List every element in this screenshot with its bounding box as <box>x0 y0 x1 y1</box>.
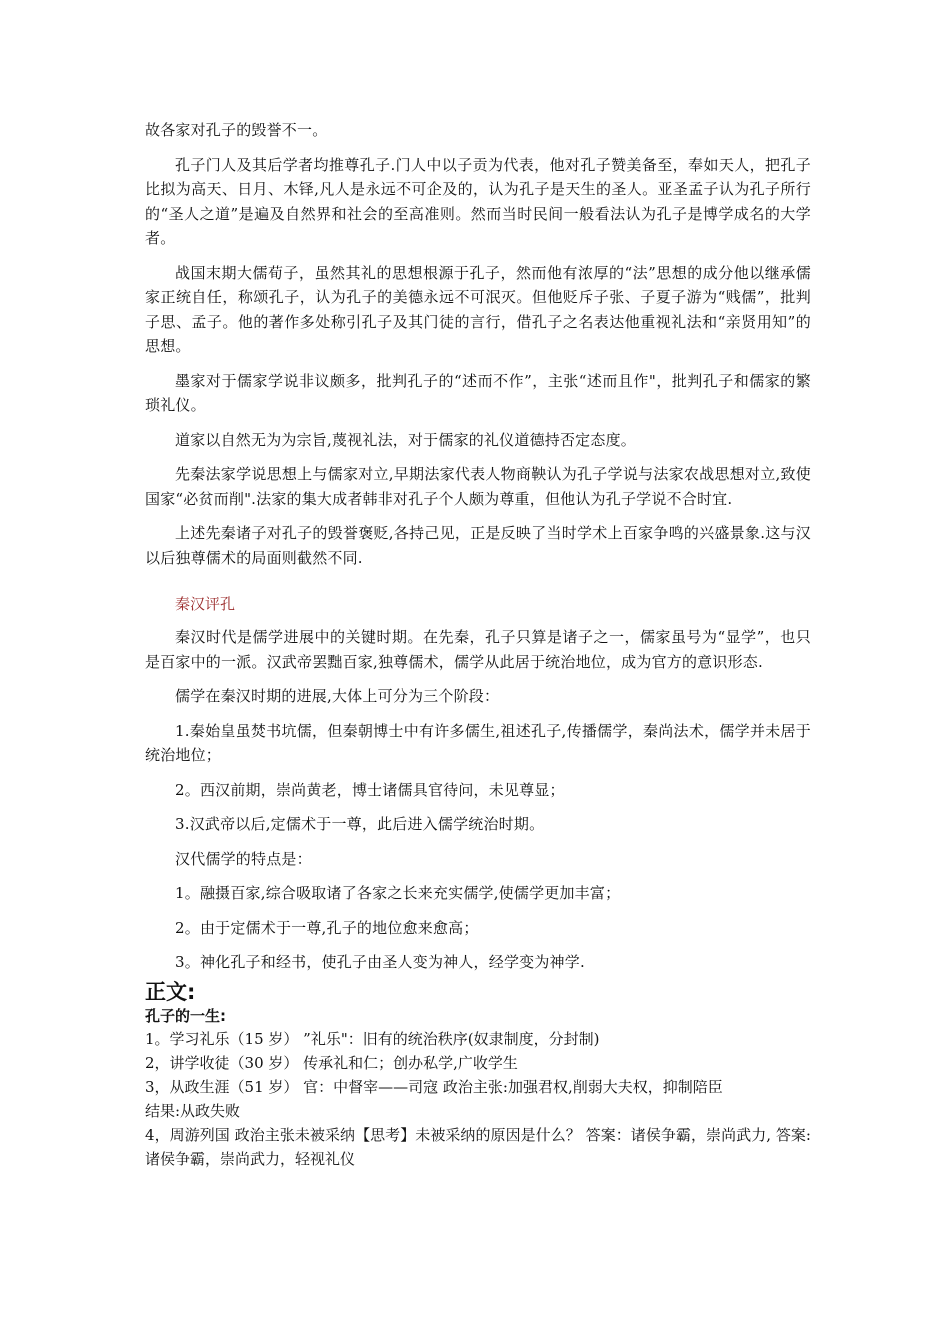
paragraph: 战国末期大儒荀子，虽然其礼的思想根源于孔子，然而他有浓厚的“法”思想的成分他以继承儒家正统自任，称颂孔子，认为孔子的美德永远不可泯灭。但他贬斥子张、子夏子游为“贱儒”，批判子思、孟子。他的著作多处称引孔子及其门徒的言行，借孔子之名表达他重视礼法和“亲贤用知”的思想。 <box>145 263 811 355</box>
main-heading: 正文: <box>145 979 196 1004</box>
life-line: 3，从政生涯（51 岁） 官：中督宰——司寇 政治主张:加强君权,削弱大夫权，抑制陪臣 <box>145 1077 723 1096</box>
paragraph: 1.秦始皇虽焚书坑儒，但秦朝博士中有许多儒生,祖述孔子,传播儒学，秦尚法术，儒学并未居于统治地位； <box>145 721 811 764</box>
life-line: 结果:从政失败 <box>145 1101 241 1120</box>
paragraph: 1。融摄百家,综合吸取诸了各家之长来充实儒学,使儒学更加丰富； <box>175 884 621 902</box>
paragraph: 汉代儒学的特点是： <box>175 849 312 868</box>
life-line: 4，周游列国 政治主张未被采纳【思考】未被采纳的原因是什么？ 答案：诸侯争霸，崇尚武力, 答案:诸侯争霸，崇尚武力，轻视礼仪 <box>145 1125 811 1168</box>
life-line: 2，讲学收徒（30 岁） 传承礼和仁；创办私学,广收学生 <box>145 1053 518 1072</box>
paragraph: 道家以自然无为为宗旨,蔑视礼法，对于儒家的礼仪道德持否定态度。 <box>175 430 636 449</box>
sub-heading: 孔子的一生: <box>145 1006 226 1025</box>
paragraph: 3.汉武帝以后,定儒术于一尊，此后进入儒学统治时期。 <box>175 815 545 833</box>
paragraph: 儒学在秦汉时期的进展,大体上可分为三个阶段： <box>175 687 500 705</box>
paragraph: 秦汉时代是儒学进展中的关键时期。在先秦，孔子只算是诸子之一，儒家虽号为“显学”，也只是百家中的一派。汉武帝罢黜百家,独尊儒术，儒学从此居于统治地位，成为官方的意识形态. <box>145 628 811 671</box>
paragraph: 上述先秦诸子对孔子的毁誉褒贬,各持己见，正是反映了当时学术上百家争鸣的兴盛景象.这与汉以后独尊儒术的局面则截然不同. <box>145 524 811 567</box>
paragraph: 故各家对孔子的毁誉不一。 <box>145 121 328 139</box>
paragraph: 2。西汉前期，崇尚黄老，博士诸儒具官待问，未见尊显； <box>175 780 565 799</box>
paragraph: 3。神化孔子和经书，使孔子由圣人变为神人，经学变为神学. <box>175 953 585 971</box>
section-title: 秦汉评孔 <box>175 595 236 613</box>
paragraph: 先秦法家学说思想上与儒家对立,早期法家代表人物商鞅认为孔子学说与法家农战思想对立,致使国家“必贫而削".法家的集大成者韩非对孔子个人颇为尊重，但他认为孔子学说不合时宜. <box>145 465 811 508</box>
life-line: 1。学习礼乐（15 岁） ”礼乐"：旧有的统治秩序(奴隶制度，分封制) <box>145 1029 600 1048</box>
paragraph: 孔子门人及其后学者均推尊孔子.门人中以子贡为代表，他对孔子赞美备至，奉如天人，把孔子比拟为高天、日月、木铎,凡人是永远不可企及的，认为孔子是天生的圣人。亚圣孟子认为孔子所行的“圣人之道”是遍及自然界和社会的至高准则。然而当时民间一般看法认为孔子是博学成名的大学者。 <box>145 155 811 247</box>
document-page <box>145 118 811 1171</box>
paragraph: 2。由于定儒术于一尊,孔子的地位愈来愈高； <box>175 918 479 937</box>
paragraph: 墨家对于儒家学说非议颇多，批判孔子的“述而不作”，主张“述而且作"，批判孔子和儒家的繁琐礼仪。 <box>145 371 811 414</box>
